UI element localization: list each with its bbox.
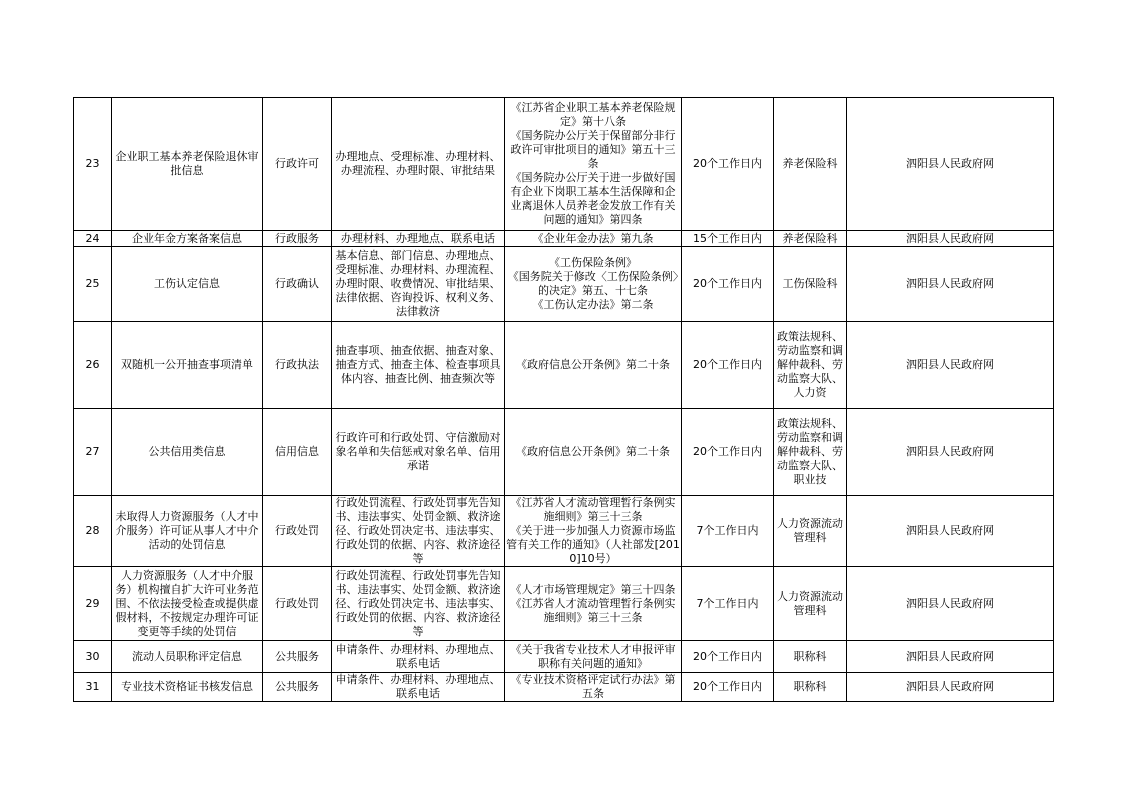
legal-basis-cell-text: 《政府信息公开条例》第二十条 [516, 358, 670, 371]
time-limit-cell [682, 641, 774, 673]
channel-cell-text: 泗阳县人民政府网 [906, 596, 994, 610]
row-number-cell [74, 231, 112, 247]
legal-basis-cell [505, 673, 682, 702]
row-number-cell [74, 496, 112, 567]
disclosure-content-cell-text: 基本信息、部门信息、办理地点、受理标准、办理材料、办理流程、办理时限、收费情况、审批结果、法律依据、咨询投诉、权利义务、法律救济 [335, 249, 501, 318]
time-limit-cell-text: 20个工作日内 [693, 649, 762, 663]
time-limit-cell [682, 409, 774, 496]
table-row [74, 98, 1054, 231]
department-cell-text: 职称科 [793, 649, 827, 663]
channel-cell [847, 496, 1054, 567]
item-type-cell-text: 行政服务 [275, 231, 319, 245]
disclosure-content-cell-text: 申请条件、办理材料、办理地点、联系电话 [335, 642, 501, 670]
channel-cell-text: 泗阳县人民政府网 [906, 358, 994, 371]
item-name-cell-text: 企业职工基本养老保险退休审批信息 [115, 150, 259, 177]
row-number-cell-text: 27 [85, 445, 100, 458]
disclosure-content-cell [332, 673, 505, 702]
row-number-cell-text: 23 [85, 157, 100, 170]
disclosure-content-cell-text: 办理地点、受理标准、办理材料、办理流程、办理时限、审批结果 [335, 150, 501, 177]
table-row [74, 322, 1054, 409]
legal-basis-cell [505, 567, 682, 641]
disclosure-content-cell [332, 496, 505, 567]
row-number-cell-text: 31 [85, 680, 100, 693]
legal-basis-cell [505, 322, 682, 409]
row-number-cell [74, 98, 112, 231]
item-name-cell-text: 工伤认定信息 [154, 277, 220, 290]
department-cell-text: 养老保险科 [782, 157, 838, 170]
item-name-cell-text: 双随机一公开抽查事项清单 [121, 358, 253, 371]
item-name-cell-text: 未取得人力资源服务（人才中介服务）许可证从事人才中介活动的处罚信息 [115, 510, 259, 551]
item-name-cell-text: 人力资源服务（人才中介服务）机构擅自扩大许可业务范围、不依法接受检查或提供虚假材料，不按规定办理许可证变更等手续的处罚信 [115, 568, 259, 638]
item-name-cell [112, 322, 263, 409]
channel-cell-text: 泗阳县人民政府网 [906, 157, 994, 170]
table-row [74, 673, 1054, 702]
row-number-cell-text: 29 [85, 596, 100, 610]
disclosure-content-cell [332, 641, 505, 673]
row-number-cell [74, 673, 112, 702]
item-type-cell-text: 公共服务 [275, 649, 319, 663]
table-row [74, 247, 1054, 322]
row-number-cell-text: 30 [85, 649, 100, 663]
legal-basis-cell [505, 641, 682, 673]
time-limit-cell-text: 20个工作日内 [693, 358, 762, 371]
department-cell-text: 工伤保险科 [782, 277, 838, 290]
disclosure-content-cell-text: 办理材料、办理地点、联系电话 [341, 231, 495, 245]
table-body [74, 98, 1054, 702]
item-name-cell [112, 409, 263, 496]
table-row [74, 231, 1054, 247]
department-cell-text: 人力资源流动管理科 [777, 517, 843, 544]
table-row [74, 409, 1054, 496]
department-cell [774, 247, 847, 322]
time-limit-cell [682, 567, 774, 641]
disclosure-content-cell-text: 抽查事项、抽查依据、抽查对象、抽查方式、抽查主体、检查事项具体内容、抽查比例、抽查频次等 [335, 344, 501, 385]
disclosure-content-cell [332, 247, 505, 322]
item-type-cell [263, 231, 332, 247]
legal-basis-cell-text: 《江苏省企业职工基本养老保险规定》第十八条 《国务院办公厅关于保留部分非行政许可审批项目的通知》第五十三条 《国务院办公厅关于进一步做好国有企业下岗职工基本生活保障和企业离退休人员养老金发放工作有关问题的通知》第四条 [510, 101, 676, 226]
channel-cell-text: 泗阳县人民政府网 [906, 231, 994, 245]
row-number-cell [74, 641, 112, 673]
channel-cell-text: 泗阳县人民政府网 [906, 680, 994, 693]
time-limit-cell [682, 247, 774, 322]
disclosure-table [73, 97, 1054, 702]
table-row [74, 641, 1054, 673]
channel-cell [847, 641, 1054, 673]
legal-basis-cell-text: 《政府信息公开条例》第二十条 [516, 445, 670, 458]
legal-basis-cell [505, 231, 682, 247]
item-name-cell-text: 专业技术资格证书核发信息 [121, 680, 253, 693]
row-number-cell [74, 247, 112, 322]
item-type-cell-text: 行政许可 [275, 157, 319, 170]
disclosure-content-cell-text: 行政处罚流程、行政处罚事先告知书、违法事实、处罚金额、救济途径、行政处罚决定书、违法事实、行政处罚的依据、内容、救济途径等 [335, 568, 501, 638]
time-limit-cell-text: 15个工作日内 [693, 231, 762, 245]
disclosure-content-cell [332, 98, 505, 231]
time-limit-cell-text: 20个工作日内 [693, 157, 762, 170]
time-limit-cell-text: 7个工作日内 [696, 524, 759, 537]
item-name-cell [112, 231, 263, 247]
channel-cell-text: 泗阳县人民政府网 [906, 524, 994, 537]
department-cell-text: 养老保险科 [782, 231, 838, 245]
item-type-cell [263, 641, 332, 673]
table-row [74, 496, 1054, 567]
channel-cell [847, 231, 1054, 247]
item-name-cell-text: 公共信用类信息 [148, 445, 226, 458]
legal-basis-cell-text: 《专业技术资格评定试行办法》第五条 [510, 673, 676, 700]
item-type-cell-text: 信用信息 [275, 445, 319, 458]
legal-basis-cell-text: 《关于我省专业技术人才申报评审职称有关问题的通知》 [510, 642, 676, 670]
legal-basis-cell-text: 《企业年金办法》第九条 [532, 231, 654, 245]
item-name-cell-text: 企业年金方案备案信息 [132, 231, 242, 245]
time-limit-cell [682, 231, 774, 247]
channel-cell [847, 247, 1054, 322]
department-cell [774, 496, 847, 567]
disclosure-content-cell [332, 409, 505, 496]
department-cell [774, 567, 847, 641]
time-limit-cell [682, 673, 774, 702]
department-cell [774, 231, 847, 247]
item-type-cell-text: 行政确认 [275, 277, 319, 290]
department-cell-text: 政策法规科、劳动监察和调解仲裁科、劳动监察大队、职业技 [777, 417, 843, 486]
item-name-cell-text: 流动人员职称评定信息 [132, 649, 242, 663]
channel-cell [847, 322, 1054, 409]
item-type-cell-text: 公共服务 [275, 680, 319, 693]
department-cell [774, 641, 847, 673]
row-number-cell-text: 26 [85, 358, 100, 371]
disclosure-content-cell-text: 行政许可和行政处罚、守信激励对象名单和失信惩戒对象名单、信用承诺 [335, 431, 501, 472]
item-name-cell [112, 641, 263, 673]
item-type-cell [263, 98, 332, 231]
legal-basis-cell-text: 《江苏省人才流动管理暂行条例实施细则》第三十三条 《关于进一步加强人力资源市场监管有关工作的通知》（人社部发[2010]10号） [506, 496, 680, 565]
legal-basis-cell [505, 98, 682, 231]
channel-cell [847, 567, 1054, 641]
row-number-cell-text: 28 [85, 524, 100, 537]
disclosure-content-cell [332, 231, 505, 247]
legal-basis-cell [505, 247, 682, 322]
row-number-cell-text: 24 [85, 231, 100, 245]
department-cell [774, 98, 847, 231]
item-type-cell [263, 247, 332, 322]
department-cell [774, 409, 847, 496]
row-number-cell-text: 25 [85, 277, 100, 290]
item-type-cell [263, 496, 332, 567]
item-type-cell-text: 行政执法 [275, 358, 319, 371]
item-name-cell [112, 673, 263, 702]
department-cell-text: 人力资源流动管理科 [777, 589, 843, 617]
channel-cell-text: 泗阳县人民政府网 [906, 445, 994, 458]
row-number-cell [74, 567, 112, 641]
item-name-cell [112, 98, 263, 231]
legal-basis-cell-text: 《工伤保险条例》 《国务院关于修改〈工伤保险条例〉的决定》第五、十七条 《工伤认定办法》第二条 [507, 256, 679, 311]
department-cell [774, 673, 847, 702]
disclosure-content-cell [332, 322, 505, 409]
time-limit-cell [682, 322, 774, 409]
item-type-cell [263, 322, 332, 409]
department-cell [774, 322, 847, 409]
row-number-cell [74, 322, 112, 409]
channel-cell [847, 409, 1054, 496]
row-number-cell [74, 409, 112, 496]
time-limit-cell [682, 98, 774, 231]
time-limit-cell-text: 20个工作日内 [693, 277, 762, 290]
item-type-cell [263, 673, 332, 702]
time-limit-cell [682, 496, 774, 567]
item-type-cell [263, 567, 332, 641]
item-type-cell-text: 行政处罚 [275, 524, 319, 537]
channel-cell [847, 98, 1054, 231]
item-name-cell [112, 567, 263, 641]
department-cell-text: 政策法规科、劳动监察和调解仲裁科、劳动监察大队、人力资 [777, 330, 843, 399]
time-limit-cell-text: 7个工作日内 [696, 596, 759, 610]
item-type-cell-text: 行政处罚 [275, 596, 319, 610]
table-row [74, 567, 1054, 641]
channel-cell-text: 泗阳县人民政府网 [906, 649, 994, 663]
item-type-cell [263, 409, 332, 496]
channel-cell-text: 泗阳县人民政府网 [906, 277, 994, 290]
channel-cell [847, 673, 1054, 702]
legal-basis-cell-text: 《人才市场管理规定》第三十四条 《江苏省人才流动管理暂行条例实施细则》第三十三条 [510, 582, 676, 624]
legal-basis-cell [505, 409, 682, 496]
item-name-cell [112, 247, 263, 322]
disclosure-content-cell-text: 行政处罚流程、行政处罚事先告知书、违法事实、处罚金额、救济途径、行政处罚决定书、违法事实、行政处罚的依据、内容、救济途径等 [335, 496, 501, 565]
legal-basis-cell [505, 496, 682, 567]
time-limit-cell-text: 20个工作日内 [693, 680, 762, 693]
disclosure-content-cell [332, 567, 505, 641]
time-limit-cell-text: 20个工作日内 [693, 445, 762, 458]
disclosure-content-cell-text: 申请条件、办理材料、办理地点、联系电话 [335, 673, 501, 700]
item-name-cell [112, 496, 263, 567]
department-cell-text: 职称科 [793, 680, 827, 693]
